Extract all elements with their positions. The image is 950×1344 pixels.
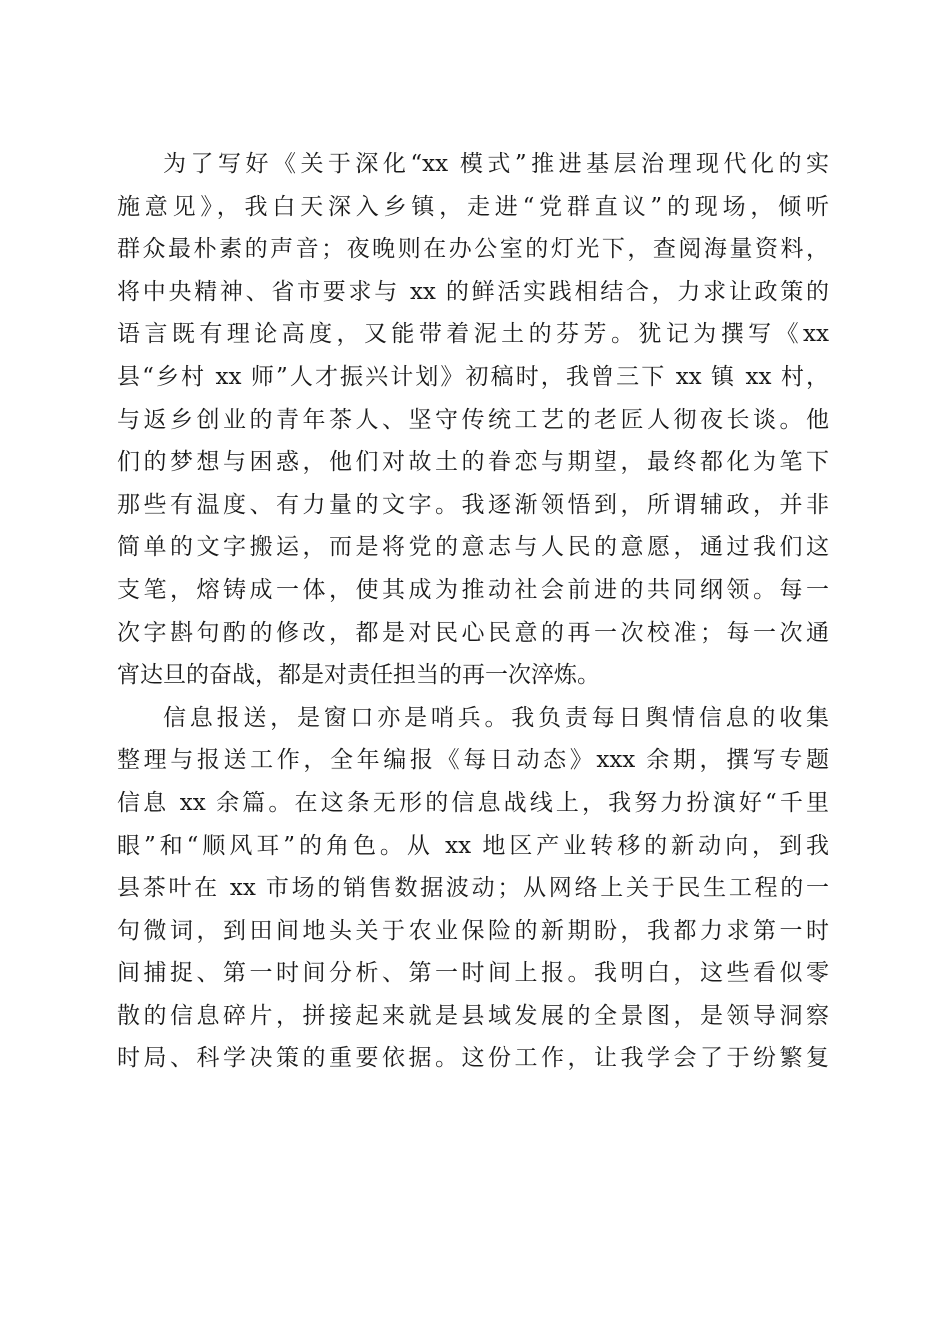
paragraph-1-line-2: 施意见》，我白天深入乡镇，走进“党群直议”的现场，倾听 (117, 193, 829, 220)
paragraph-1-line-9: 那些有温度、有力量的文字。我逐渐领悟到，所谓辅政，并非 (117, 491, 829, 518)
paragraph-1-line-3: 群众最朴素的声音；夜晚则在办公室的灯光下，查阅海量资料， (117, 236, 829, 263)
paragraph-1-line-11: 支笔，熔铸成一体，使其成为推动社会前进的共同纲领。每一 (117, 576, 829, 603)
paragraph-1-line-8: 们的梦想与困惑，他们对故土的眷恋与期望，最终都化为笔下 (117, 449, 829, 476)
paragraph-2-line-3: 信息 xx 余篇。在这条无形的信息战线上，我努力扮演好“千里 (117, 789, 829, 816)
paragraph-1-line-4: 将中央精神、省市要求与 xx 的鲜活实践相结合，力求让政策的 (117, 278, 829, 305)
paragraph-1-line-13: 宵达旦的奋战，都是对责任担当的再一次淬炼。 (117, 662, 600, 689)
paragraph-2-line-8: 散的信息碎片，拼接起来就是县域发展的全景图，是领导洞察 (117, 1002, 829, 1029)
paragraph-2-line-7: 间捕捉、第一时间分析、第一时间上报。我明白，这些看似零 (117, 960, 829, 987)
paragraph-1-line-7: 与返乡创业的青年茶人、坚守传统工艺的老匠人彻夜长谈。他 (117, 406, 829, 433)
paragraph-2-line-2: 整理与报送工作，全年编报《每日动态》xxx 余期，撰写专题 (117, 747, 829, 774)
paragraph-1-line-5: 语言既有理论高度，又能带着泥土的芬芳。犹记为撰写《xx (117, 321, 829, 348)
body-text (117, 143, 829, 1080)
paragraph-1-line-10: 简单的文字搬运，而是将党的意志与人民的意愿，通过我们这 (117, 534, 829, 561)
paragraph-1-line-6: 县“乡村 xx 师”人才振兴计划》初稿时，我曾三下 xx 镇 xx 村， (117, 363, 829, 390)
paragraph-2-line-5: 县茶叶在 xx 市场的销售数据波动；从网络上关于民生工程的一 (117, 875, 829, 902)
paragraph-2-line-6: 句微词，到田间地头关于农业保险的新期盼，我都力求第一时 (117, 917, 829, 944)
paragraph-1-line-12: 次字斟句酌的修改，都是对民心民意的再一次校准；每一次通 (117, 619, 829, 646)
paragraph-2-line-9: 时局、科学决策的重要依据。这份工作，让我学会了于纷繁复 (117, 1045, 829, 1072)
paragraph-2-line-4: 眼”和“顺风耳”的角色。从 xx 地区产业转移的新动向，到我 (117, 832, 829, 859)
paragraph-1-line-1: 为了写好《关于深化“xx 模式”推进基层治理现代化的实 (163, 151, 829, 177)
paragraph-2-line-1: 信息报送，是窗口亦是哨兵。我负责每日舆情信息的收集 (163, 704, 829, 731)
